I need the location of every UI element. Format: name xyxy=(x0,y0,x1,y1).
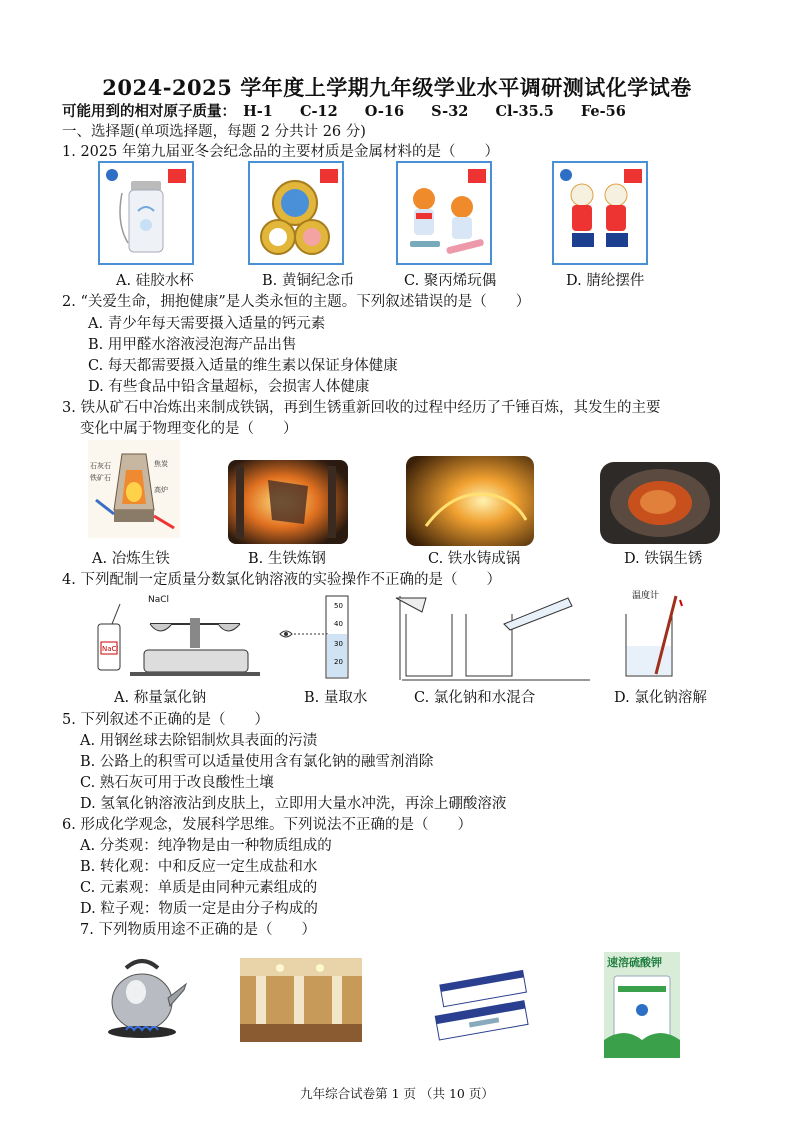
mass-cl: Cl-35.5 xyxy=(495,103,554,120)
q4-fig-nacl-label: NaCl xyxy=(148,595,170,605)
q2-option-b: B. 用甲醛水溶液浸泡海产品出售 xyxy=(88,337,297,353)
q1-image-coins xyxy=(248,161,344,265)
q6-option-c: C. 元素观：单质是由同种元素组成的 xyxy=(80,880,318,896)
q6-option-d: D. 粒子观：物质一定是由分子构成的 xyxy=(80,901,318,917)
q7-image-hall xyxy=(240,958,362,1042)
mass-h: H-1 xyxy=(243,103,273,120)
q3-image-casting xyxy=(406,456,534,546)
q4-fig-tick-50: 50 xyxy=(334,602,343,610)
q4-fig-thermometer-label: 温度计 xyxy=(632,591,660,601)
q3-option-b: B. 生铁炼钢 xyxy=(248,551,326,567)
q3-fig-label-coke: 焦炭 xyxy=(154,460,168,468)
mass-s: S-32 xyxy=(431,103,469,120)
q4-option-c: C. 氯化钠和水混合 xyxy=(414,690,536,706)
q5-stem: 5. 下列叙述不正确的是（ ） xyxy=(62,712,269,728)
q7-stem: 7. 下列物质用途不正确的是（ ） xyxy=(80,922,316,938)
q5-option-b: B. 公路上的积雪可以适量使用含有氯化钠的融雪剂消除 xyxy=(80,754,434,770)
q2-option-a: A. 青少年每天需要摄入适量的钙元素 xyxy=(88,316,326,332)
q7-image-medicine-box xyxy=(426,968,538,1042)
q3-image-rusty-pan xyxy=(600,462,720,544)
q1-image-figurines xyxy=(552,161,648,265)
q4-option-a: A. 称量氯化钠 xyxy=(114,690,207,706)
q1-option-b: B. 黄铜纪念币 xyxy=(262,273,355,289)
q1-image-cup xyxy=(98,161,194,265)
q6-option-b: B. 转化观：中和反应一定生成盐和水 xyxy=(80,859,318,875)
q4-fig-tick-40: 40 xyxy=(334,620,343,628)
exam-title: 2024-2025 学年度上学期九年级学业水平调研测试化学试卷 xyxy=(102,75,692,100)
q3-fig-label-ore: 铁矿石 xyxy=(90,474,111,482)
mass-c: C-12 xyxy=(299,103,338,120)
q5-option-d: D. 氢氧化钠溶液沾到皮肤上，立即用大量水冲洗，再涂上硼酸溶液 xyxy=(80,796,507,812)
q7-package-label: 速溶硫酸钾 xyxy=(607,956,662,969)
q7-image-kettle xyxy=(96,948,188,1044)
q1-option-c: C. 聚丙烯玩偶 xyxy=(404,273,497,289)
q7-image-potassium-sulfate-bag xyxy=(604,952,680,1058)
q1-stem: 1. 2025 年第九届亚冬会纪念品的主要材质是金属材料的是（ ） xyxy=(62,144,499,160)
q4-apparatus-figure xyxy=(90,590,700,684)
q4-fig-tick-20: 20 xyxy=(334,658,343,666)
mass-fe: Fe-56 xyxy=(580,103,626,120)
atomic-masses-label: 可能用到的相对原子质量： xyxy=(62,103,236,120)
q2-option-d: D. 有些食品中铅含量超标，会损害人体健康 xyxy=(88,379,370,395)
mass-o: O-16 xyxy=(364,103,405,120)
q3-stem-line2: 变化中属于物理变化的是（ ） xyxy=(80,421,298,437)
q6-stem: 6. 形成化学观念，发展科学思维。下列说法不正确的是（ ） xyxy=(62,817,472,833)
q3-stem-line1: 3. 铁从矿石中冶炼出来制成铁锅，再到生锈重新回收的过程中经历了千锤百炼，其发生的主要 xyxy=(62,400,661,416)
section-heading: 一、选择题(单项选择题，每题 2 分共计 26 分) xyxy=(62,124,366,140)
q4-fig-tick-30: 30 xyxy=(334,640,343,648)
q3-image-steelmaking xyxy=(228,460,348,544)
q4-option-b: B. 量取水 xyxy=(304,690,368,706)
q4-fig-nacl-bottle: NaCl xyxy=(102,645,119,653)
q5-option-c: C. 熟石灰可用于改良酸性土壤 xyxy=(80,775,274,791)
q4-stem: 4. 下列配制一定质量分数氯化钠溶液的实验操作不正确的是（ ） xyxy=(62,572,501,588)
q3-image-blast-furnace xyxy=(88,440,180,538)
q3-option-a: A. 冶炼生铁 xyxy=(92,551,170,567)
page-footer: 九年综合试卷第 1 页 （共 10 页） xyxy=(300,1086,494,1101)
q4-option-d: D. 氯化钠溶解 xyxy=(614,690,707,706)
q3-fig-label-limestone: 石灰石 xyxy=(90,462,111,470)
q5-option-a: A. 用钢丝球去除铝制炊具表面的污渍 xyxy=(80,733,318,749)
q1-option-a: A. 硅胶水杯 xyxy=(116,273,194,289)
q1-image-dolls xyxy=(396,161,492,265)
q6-option-a: A. 分类观：纯净物是由一种物质组成的 xyxy=(80,838,332,854)
q2-option-c: C. 每天都需要摄入适量的维生素以保证身体健康 xyxy=(88,358,398,374)
q1-option-d: D. 腈纶摆件 xyxy=(566,273,645,289)
q2-stem: 2. “关爱生命，拥抱健康”是人类永恒的主题。下列叙述错误的是（ ） xyxy=(62,294,531,310)
q3-option-d: D. 铁锅生锈 xyxy=(624,551,703,567)
q3-option-c: C. 铁水铸成锅 xyxy=(428,551,521,567)
atomic-masses xyxy=(62,100,648,121)
q3-fig-label-furnace: 高炉 xyxy=(154,486,168,494)
